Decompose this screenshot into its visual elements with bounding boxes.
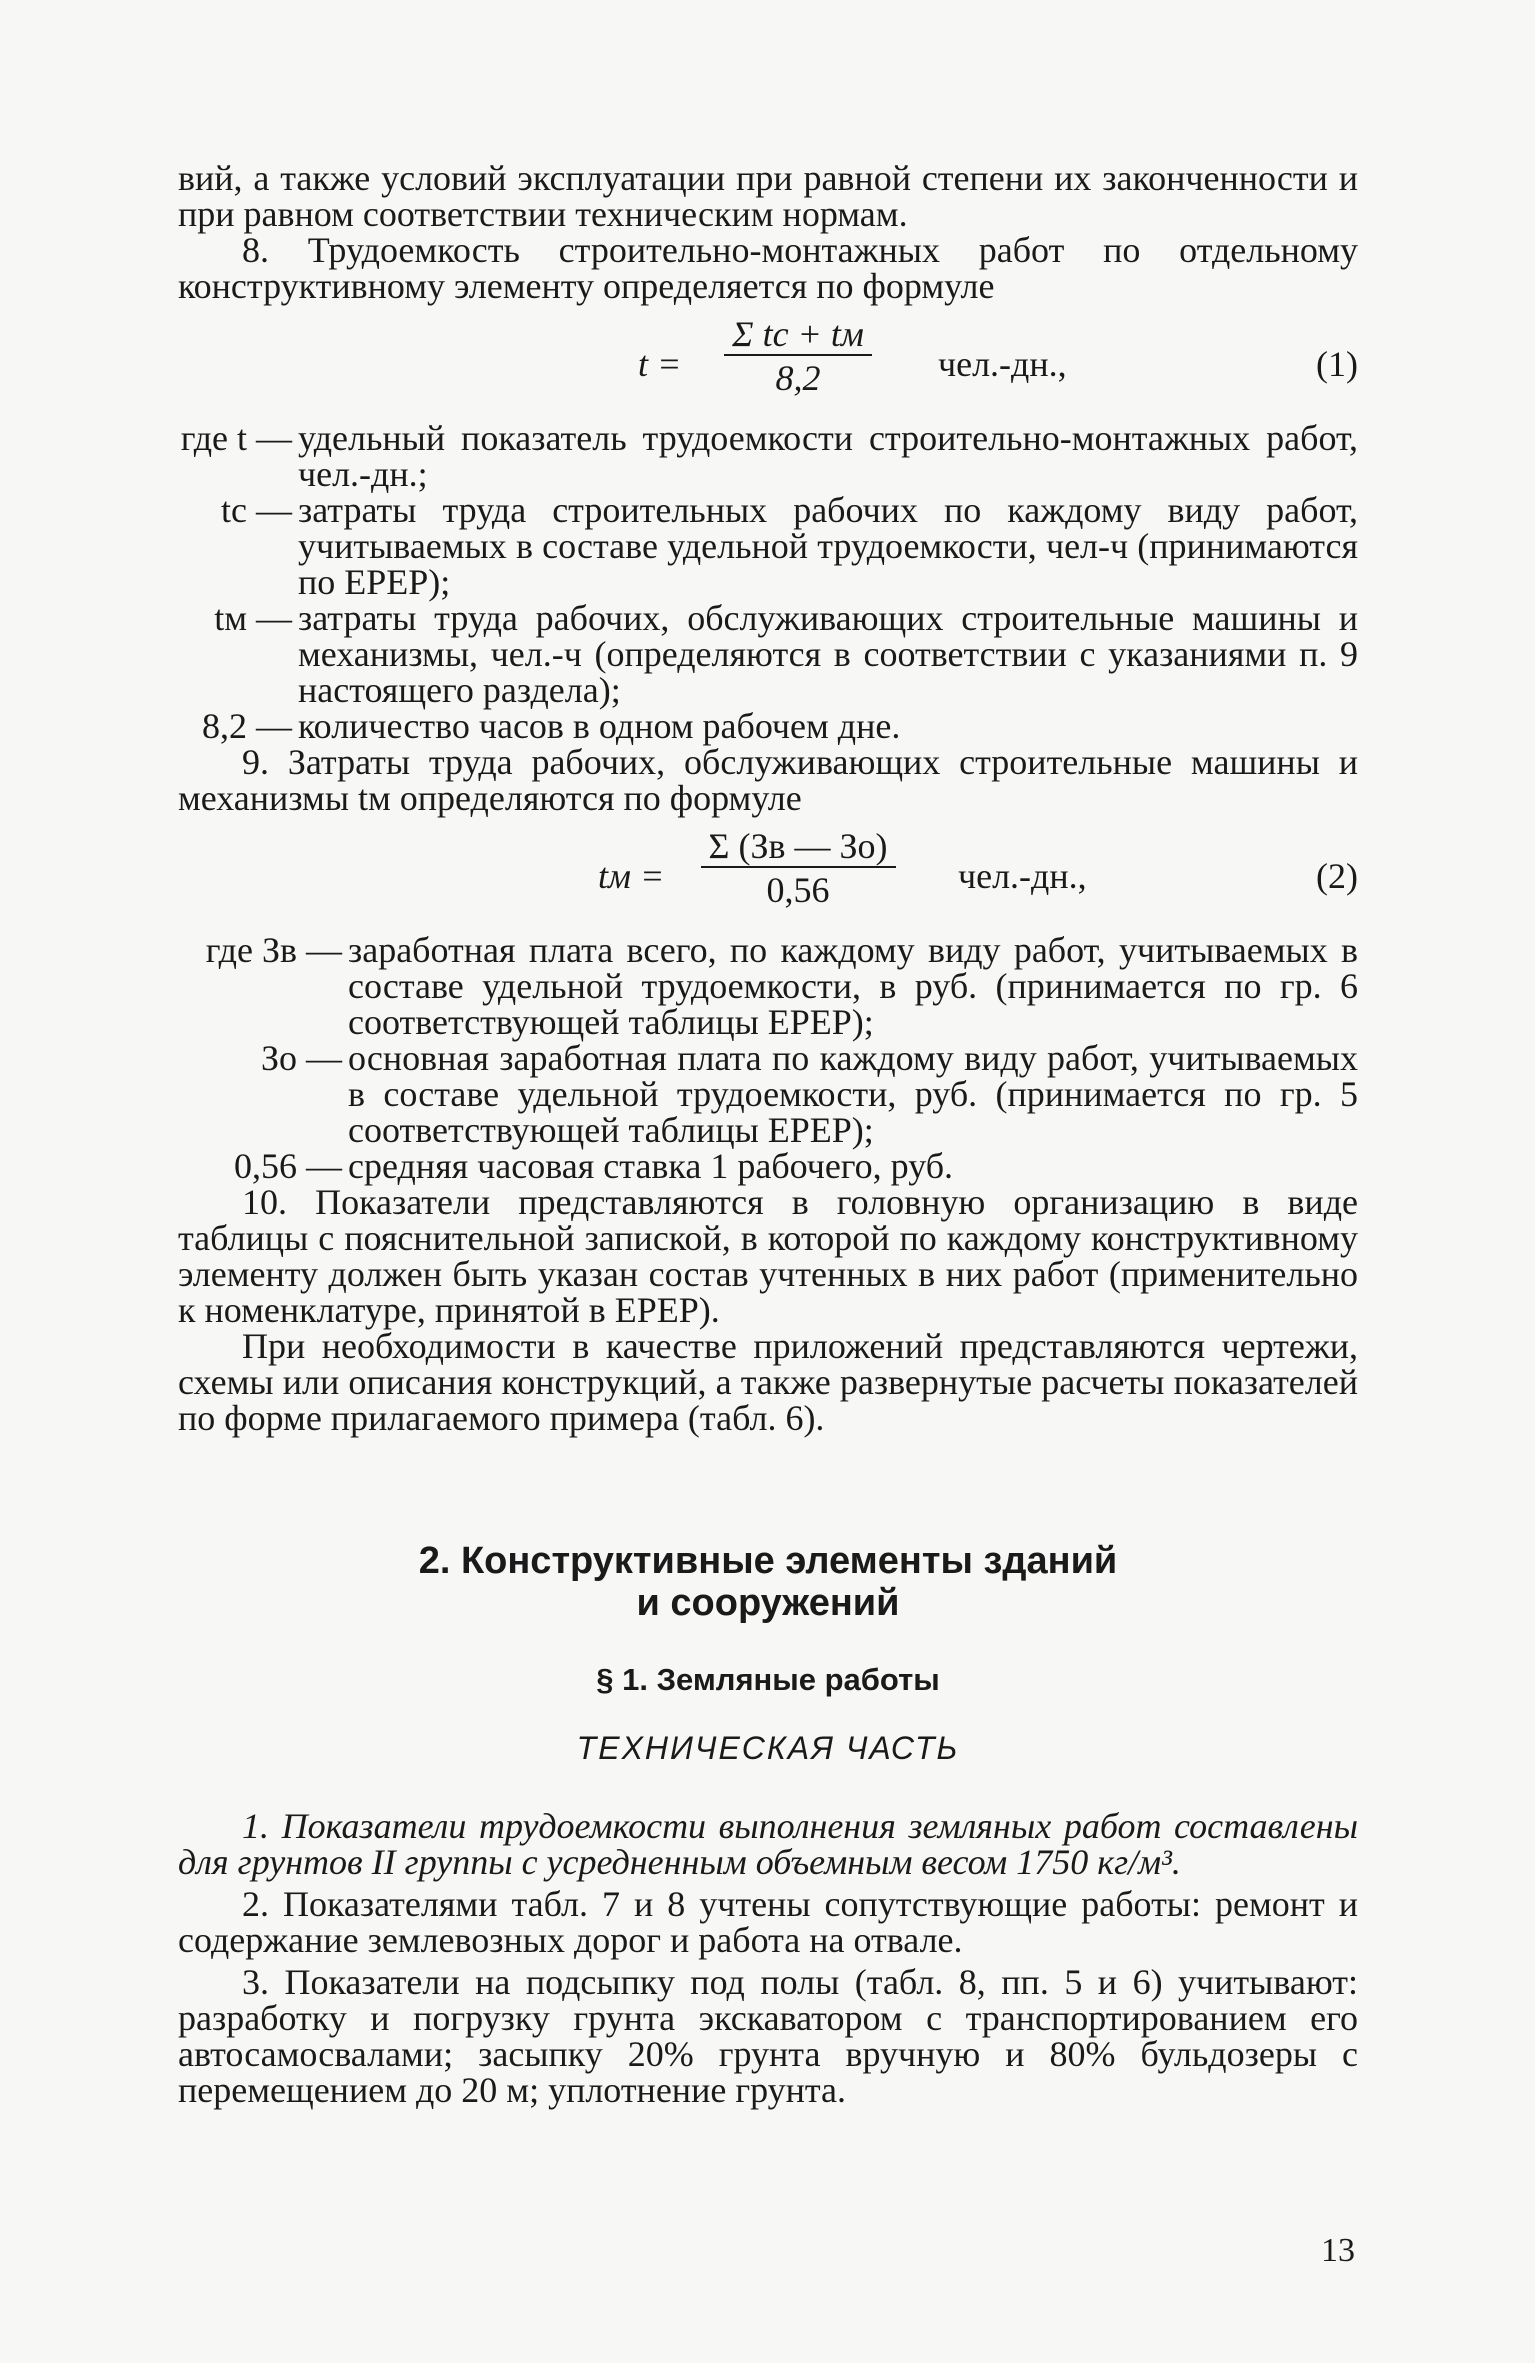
paragraph-10b: При необходимости в качестве приложений представляются чертежи, схемы или описания конструкций, а также развернутые расчеты показателей по форме прилагаемого примера (табл. 6). bbox=[178, 1326, 1358, 1438]
def-desc: количество часов в одном рабочем дне. bbox=[298, 706, 901, 746]
formula-1-numerator: Σ tс + tм bbox=[724, 316, 872, 356]
body-block-1 bbox=[178, 160, 1358, 1436]
body-block-2 bbox=[178, 1808, 1358, 2108]
formula-2-number: (2) bbox=[1316, 856, 1358, 896]
formula-2-numerator: Σ (Зв — Зо) bbox=[701, 828, 896, 868]
def-desc: затраты труда строительных рабочих по каждому виду работ, учитываемых в составе удельной трудоемкости, чел-ч (принимаются по ЕРЕР); bbox=[298, 490, 1358, 602]
formula-1-unit: чел.-дн., bbox=[938, 344, 1067, 384]
paragraph-8: 8. Трудоемкость строительно-монтажных работ по отдельному конструктивному элементу определяется по формуле bbox=[178, 230, 1358, 306]
formula-2 bbox=[178, 824, 1358, 924]
definitions-2 bbox=[178, 932, 1358, 1184]
tech-paragraph-1: 1. Показатели трудоемкости выполнения земляных работ составлены для грунтов II группы с усредненным объемным весом 1750 кг/м³. bbox=[178, 1806, 1358, 1882]
paragraph-continuation: вий, а также условий эксплуатации при равной степени их законченности и при равном соответствии техническим нормам. bbox=[178, 158, 1358, 234]
formula-2-denominator: 0,56 bbox=[766, 870, 830, 910]
formula-1-lhs: t = bbox=[638, 344, 682, 384]
definitions-1 bbox=[148, 420, 1358, 744]
tech-paragraph-3: 3. Показатели на подсыпку под полы (табл. 8, пп. 5 и 6) учитывают: разработку и погрузку грунта экскаватором с транспортированием его автосамосвалами; засыпку 20% грунта вручную и 80% бульдозеры с перемещением до 20 м; уплотнение грунта. bbox=[178, 1962, 1358, 2110]
section-title bbox=[178, 1540, 1358, 1624]
def-term: 0,56 — bbox=[234, 1146, 342, 1186]
formula-1-number: (1) bbox=[1316, 344, 1358, 384]
part-title: ТЕХНИЧЕСКАЯ ЧАСТЬ bbox=[576, 1730, 960, 1766]
def-desc: средняя часовая ставка 1 рабочего, руб. bbox=[348, 1146, 954, 1186]
def-desc: удельный показатель трудоемкости строительно-монтажных работ, чел.-дн.; bbox=[298, 418, 1358, 494]
formula-1-fraction bbox=[698, 316, 898, 396]
paragraph-10: 10. Показатели представляются в головную организацию в виде таблицы с пояснительной запиской, в которой по каждому конструктивному элементу должен быть указан состав учтенных в них работ (применительно к номенклатуре, принятой в ЕРЕР). bbox=[178, 1182, 1358, 1330]
def-term: где Зв — bbox=[205, 930, 342, 970]
def-term: tс — bbox=[221, 490, 292, 530]
formula-2-unit: чел.-дн., bbox=[958, 856, 1087, 896]
formula-2-fraction bbox=[678, 828, 918, 908]
def-term: где t — bbox=[180, 418, 292, 458]
def-desc: затраты труда рабочих, обслуживающих строительные машины и механизмы, чел.-ч (определяются в соответствии с указаниями п. 9 настоящего раздела); bbox=[298, 598, 1358, 710]
subsection-title: § 1. Земляные работы bbox=[596, 1662, 940, 1697]
tech-paragraph-2: 2. Показателями табл. 7 и 8 учтены сопутствующие работы: ремонт и содержание землевозных дорог и работа на отвале. bbox=[178, 1884, 1358, 1960]
def-term: tм — bbox=[214, 598, 292, 638]
formula-1 bbox=[178, 312, 1358, 412]
section-title-line-1: 2. Конструктивные элементы зданий bbox=[418, 1540, 1118, 1582]
formula-2-lhs: tм = bbox=[598, 856, 665, 896]
def-term: 8,2 — bbox=[202, 706, 292, 746]
def-desc: заработная плата всего, по каждому виду работ, учитываемых в составе удельной трудоемкости, в руб. (принимается по гр. 6 соответствующей таблицы ЕРЕР); bbox=[348, 930, 1358, 1042]
def-term: Зо — bbox=[260, 1038, 342, 1078]
paragraph-9: 9. Затраты труда рабочих, обслуживающих строительные машины и механизмы tм определяются по формуле bbox=[178, 742, 1358, 818]
section-title-line-2: и сооружений bbox=[636, 1582, 900, 1624]
page-number: 13 bbox=[1321, 2232, 1355, 2269]
def-desc: основная заработная плата по каждому виду работ, учитываемых в составе удельной трудоемкости, руб. (принимается по гр. 5 соответствующей таблицы ЕРЕР); bbox=[348, 1038, 1358, 1150]
formula-1-denominator: 8,2 bbox=[775, 358, 821, 398]
